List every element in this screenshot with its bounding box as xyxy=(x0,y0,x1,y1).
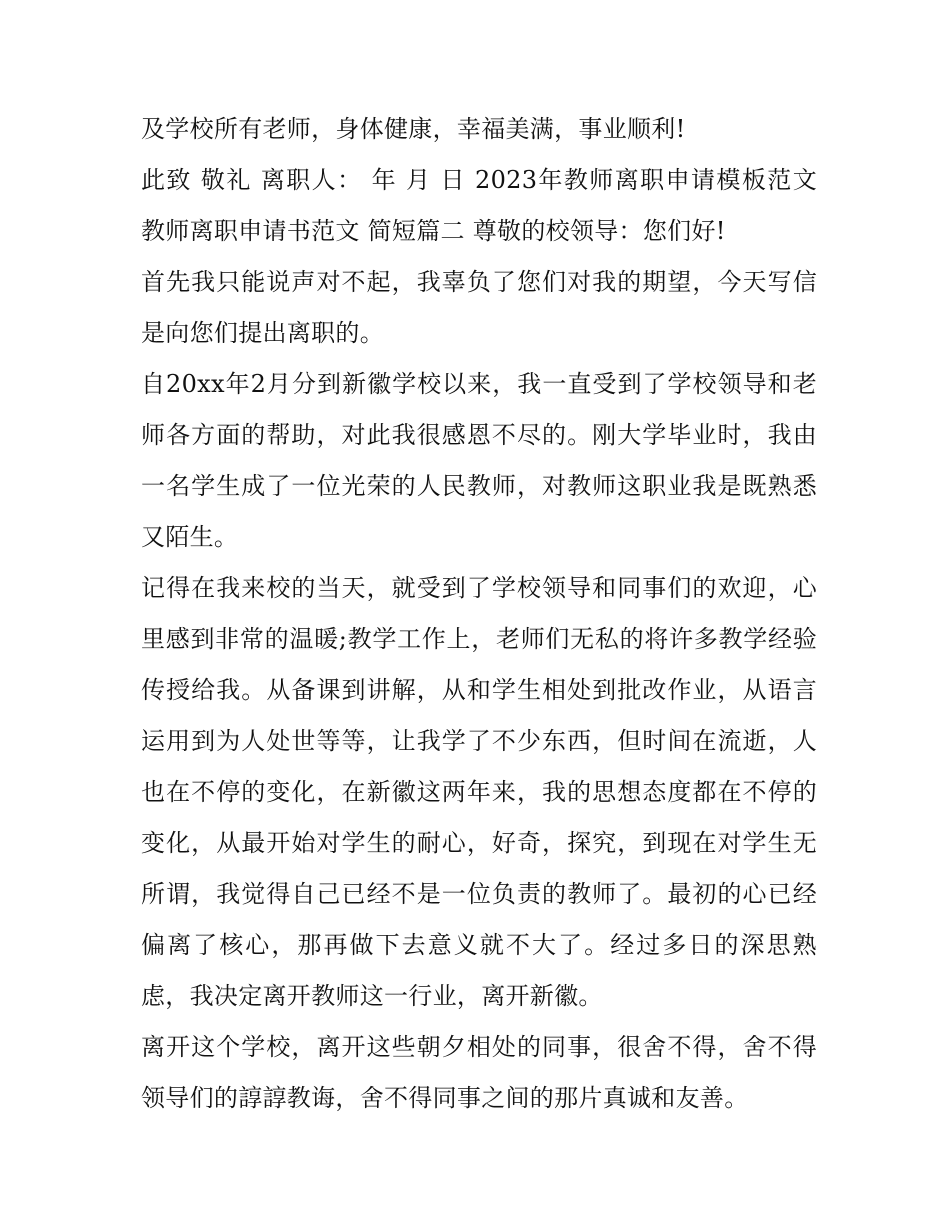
paragraph-experience: 记得在我来校的当天，就受到了学校领导和同事们的欢迎，心里感到非常的温暖;教学工作上，老师们无私的将许多教学经验传授给我。从备课到讲解，从和学生相处到批改作业，从语言运用到为人处世等等，让我学了不少东西，但时间在流逝，人也在不停的变化，在新徽这两年来，我的思想态度都在不停的变化，从最开始对学生的耐心，好奇，探究，到现在对学生无所谓，我觉得自己已经不是一位负责的教师了。最初的心已经偏离了核心，那再做下去意义就不大了。经过多日的深思熟虑，我决定离开教师这一行业，离开新徽。 xyxy=(141,574,817,1010)
paragraph-signoff-and-heading: 此致 敬礼 离职人： 年 月 日 2023年教师离职申请模板范文 教师离职申请书范文 简短篇二 尊敬的校领导：您们好! xyxy=(141,166,817,245)
paragraph-apology: 首先我只能说声对不起，我辜负了您们对我的期望，今天写信是向您们提出离职的。 xyxy=(141,268,817,347)
document-body xyxy=(141,104,817,1124)
paragraph-closing-wishes: 及学校所有老师，身体健康，幸福美满，事业顺利! xyxy=(141,115,686,143)
paragraph-farewell: 离开这个学校，离开这些朝夕相处的同事，很舍不得，舍不得领导们的諄諄教诲，舍不得同事之间的那片真诚和友善。 xyxy=(141,1033,817,1112)
paragraph-background: 自20xx年2月分到新徽学校以来，我一直受到了学校领导和老师各方面的帮助，对此我很感恩不尽的。刚大学毕业时，我由一名学生成了一位光荣的人民教师，对教师这职业我是既熟悉又陌生。 xyxy=(141,370,817,551)
